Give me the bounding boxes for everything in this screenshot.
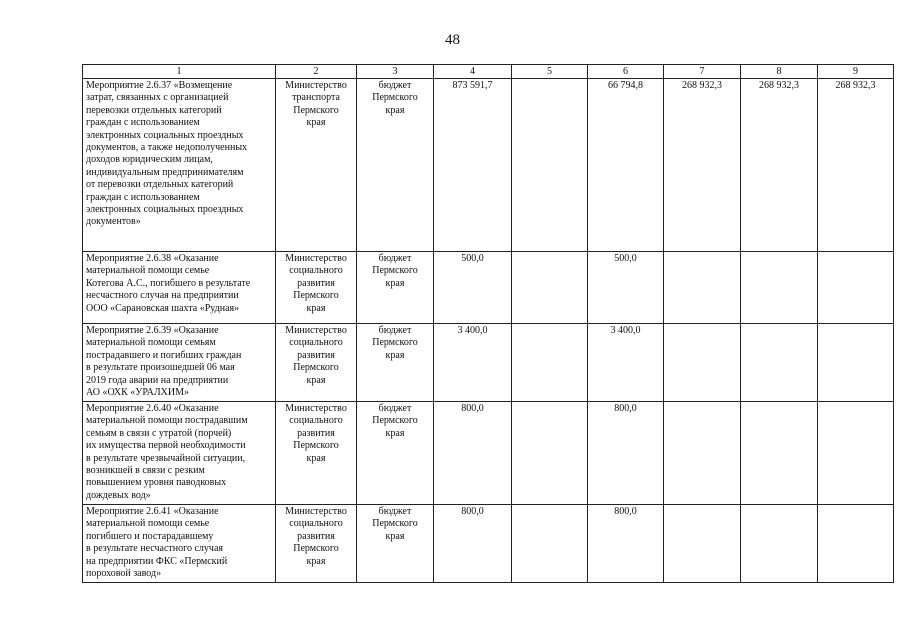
table-row — [83, 79, 894, 252]
value-cell-col4: 800,0 — [434, 505, 512, 583]
table-row — [83, 402, 894, 505]
funding-source-cell: бюджет Пермского края — [357, 505, 434, 583]
value-cell-col9 — [818, 324, 894, 402]
value-cell-col7: 268 932,3 — [664, 79, 741, 252]
column-header: 5 — [512, 65, 588, 79]
funding-source-cell: бюджет Пермского края — [357, 402, 434, 505]
value-cell-col9: 268 932,3 — [818, 79, 894, 252]
funding-source-cell: бюджет Пермского края — [357, 324, 434, 402]
value-cell-col4: 500,0 — [434, 252, 512, 324]
value-cell-col7 — [664, 324, 741, 402]
column-header: 4 — [434, 65, 512, 79]
value-cell-col5 — [512, 324, 588, 402]
executor-cell: Министерство социального развития Пермского края — [276, 402, 357, 505]
executor-cell: Министерство социального развития Пермского края — [276, 324, 357, 402]
value-cell-col4: 873 591,7 — [434, 79, 512, 252]
budget-table — [82, 64, 894, 583]
value-cell-col5 — [512, 252, 588, 324]
value-cell-col8: 268 932,3 — [741, 79, 818, 252]
value-cell-col9 — [818, 402, 894, 505]
measure-name-cell: Мероприятие 2.6.40 «Оказание материальной помощи пострадавшим семьям в связи с утратой (порчей) их имущества первой необходимости в результате чрезвычайной ситуации, возникшей в связи с резким повышением уровня паводковых дождевых вод» — [83, 402, 276, 505]
value-cell-col9 — [818, 252, 894, 324]
value-cell-col6: 66 794,8 — [588, 79, 664, 252]
column-header: 3 — [357, 65, 434, 79]
value-cell-col8 — [741, 402, 818, 505]
value-cell-col8 — [741, 505, 818, 583]
value-cell-col6: 500,0 — [588, 252, 664, 324]
measure-name-cell: Мероприятие 2.6.41 «Оказание материальной помощи семье погибшего и постарадавшему в результате несчастного случая на предприятии ФКС «Пермский пороховой завод» — [83, 505, 276, 583]
value-cell-col5 — [512, 79, 588, 252]
value-cell-col6: 800,0 — [588, 505, 664, 583]
measure-name-cell: Мероприятие 2.6.39 «Оказание материальной помощи семьям пострадавшего и погибших граждан в результате произошедшей 06 мая 2019 года аварии на предприятии АО «ОХК «УРАЛХИМ» — [83, 324, 276, 402]
value-cell-col6: 800,0 — [588, 402, 664, 505]
value-cell-col6: 3 400,0 — [588, 324, 664, 402]
executor-cell: Министерство транспорта Пермского края — [276, 79, 357, 252]
table-row — [83, 252, 894, 324]
value-cell-col4: 800,0 — [434, 402, 512, 505]
funding-source-cell: бюджет Пермского края — [357, 252, 434, 324]
column-header: 6 — [588, 65, 664, 79]
column-header: 9 — [818, 65, 894, 79]
measure-name-cell: Мероприятие 2.6.38 «Оказание материальной помощи семье Котегова А.С., погибшего в результате несчастного случая на предприятии ООО «Сарановская шахта «Рудная» — [83, 252, 276, 324]
table-header-row — [83, 65, 894, 79]
table-row — [83, 505, 894, 583]
page-number: 48 — [445, 32, 460, 48]
value-cell-col8 — [741, 252, 818, 324]
value-cell-col7 — [664, 402, 741, 505]
value-cell-col4: 3 400,0 — [434, 324, 512, 402]
column-header: 8 — [741, 65, 818, 79]
measure-name-cell: Мероприятие 2.6.37 «Возмещение затрат, связанных с организацией перевозки отдельных категорий граждан с использованием электронных социальных проездных документов, а также недополученных доходов юридическим лицам, индивидуальным предпринимателям от перевозки отдельных категорий граждан с использованием электронных социальных проездных документов» — [83, 79, 276, 252]
column-header: 1 — [83, 65, 276, 79]
executor-cell: Министерство социального развития Пермского края — [276, 505, 357, 583]
funding-source-cell: бюджет Пермского края — [357, 79, 434, 252]
column-header: 7 — [664, 65, 741, 79]
value-cell-col7 — [664, 505, 741, 583]
table-row — [83, 324, 894, 402]
executor-cell: Министерство социального развития Пермского края — [276, 252, 357, 324]
value-cell-col7 — [664, 252, 741, 324]
value-cell-col5 — [512, 402, 588, 505]
column-header: 2 — [276, 65, 357, 79]
value-cell-col5 — [512, 505, 588, 583]
value-cell-col8 — [741, 324, 818, 402]
value-cell-col9 — [818, 505, 894, 583]
